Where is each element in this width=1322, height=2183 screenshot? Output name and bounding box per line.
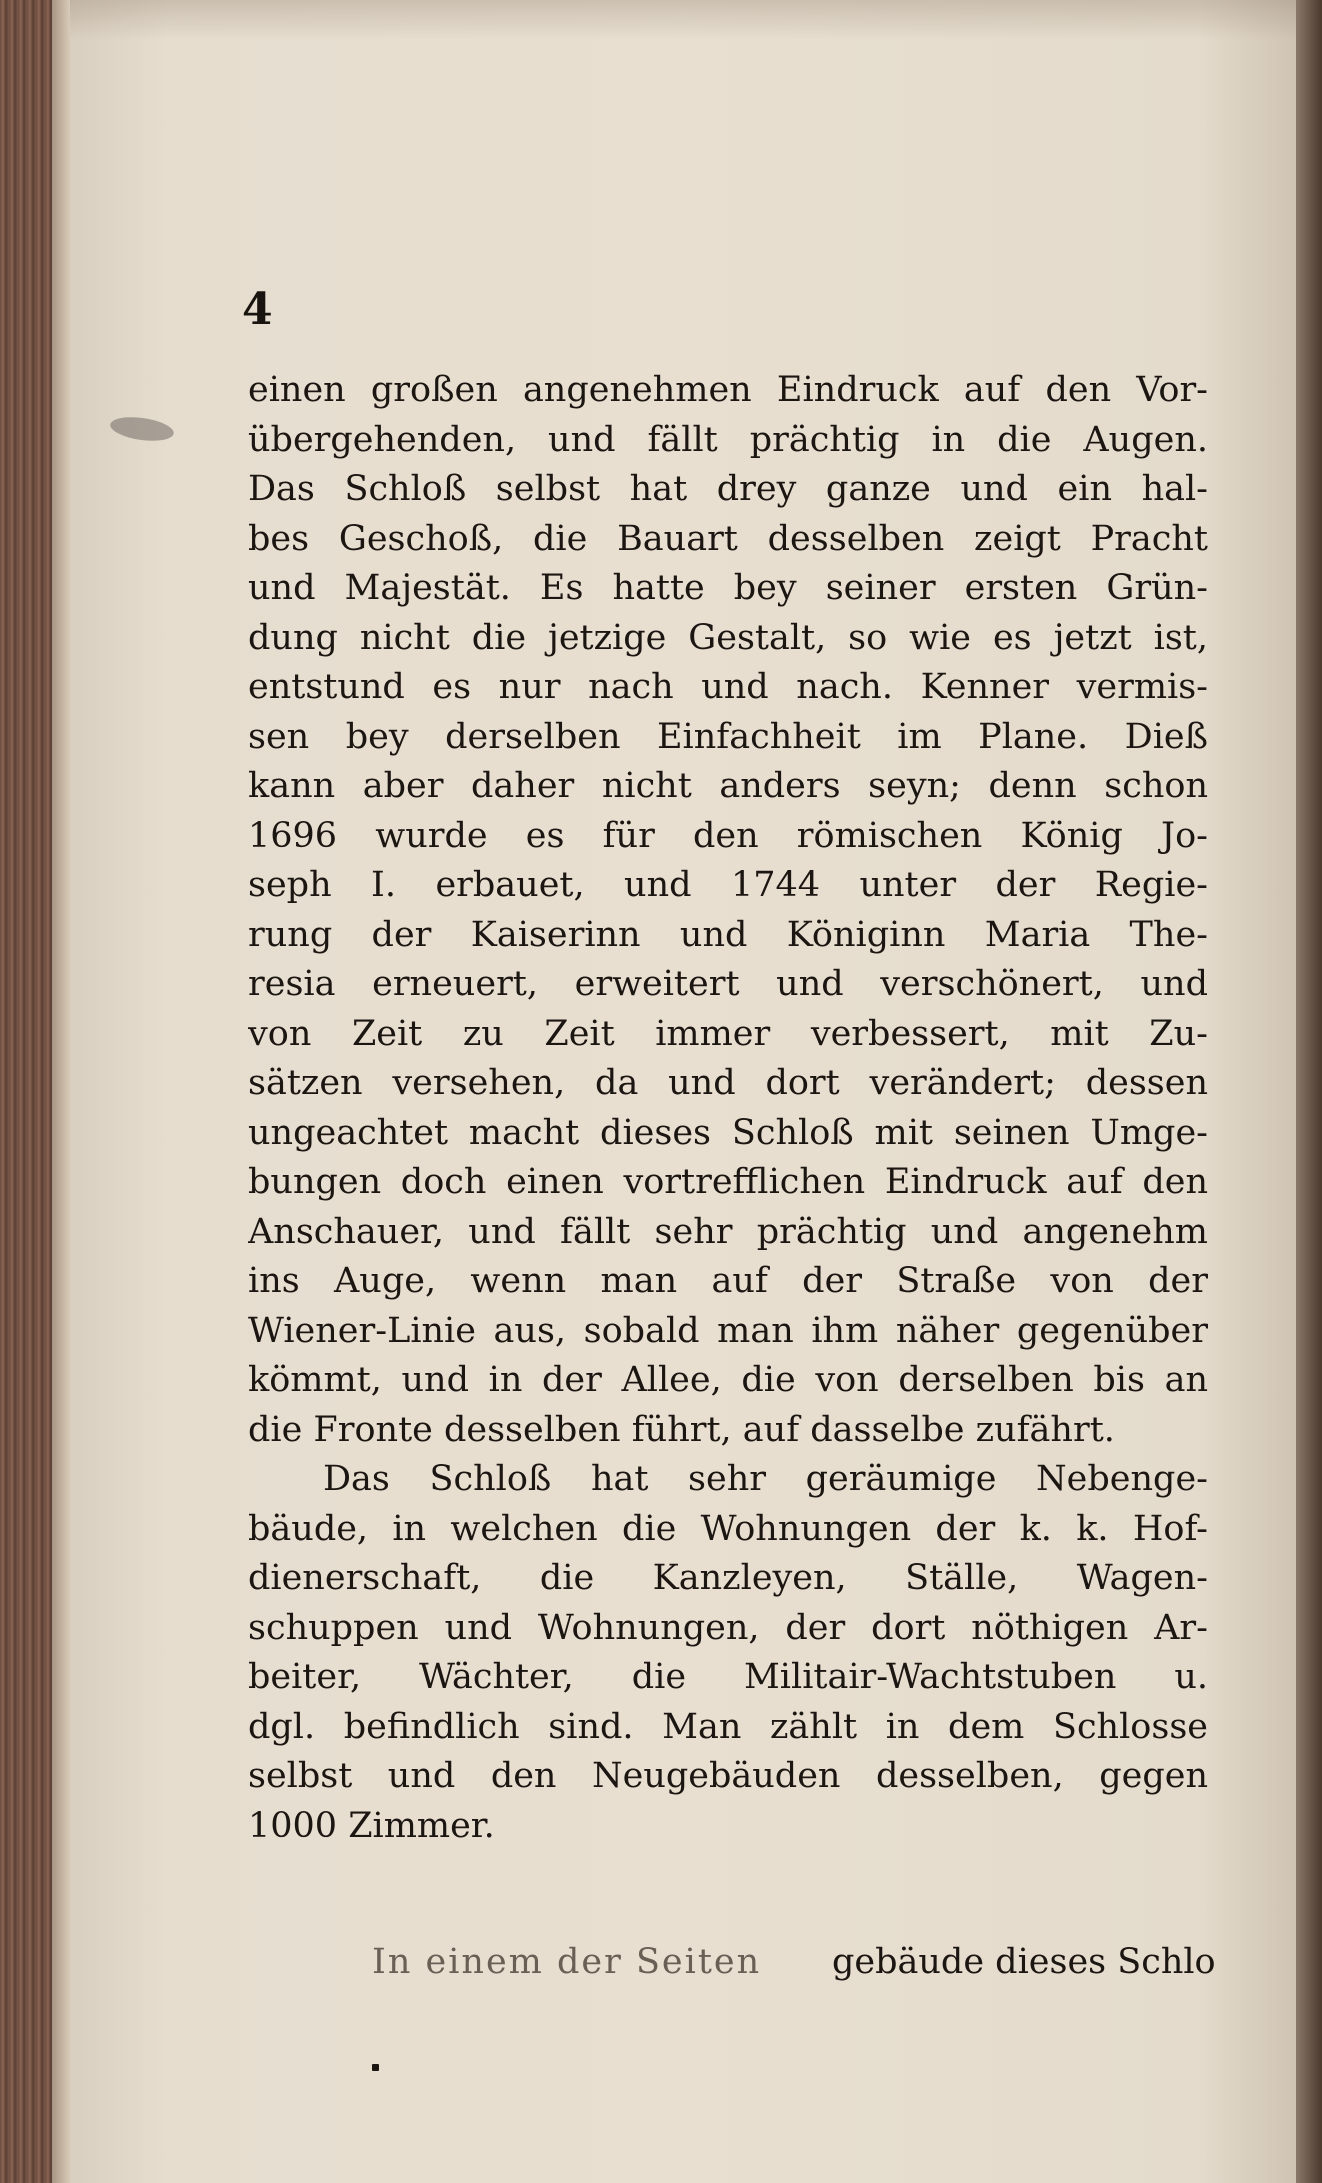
catchword-line: [372, 1937, 1216, 1987]
text-line: die Fronte desselben führt, auf dasselbe zufährt.: [248, 1409, 1115, 1450]
text-line: Anschauer, und fällt sehr prächtig und angenehm: [248, 1211, 1208, 1252]
text-line: dung nicht die jetzige Gestalt, so wie es jetzt ist,: [248, 617, 1208, 658]
text-line: Das Schloß selbst hat drey ganze und ein hal-: [248, 469, 1208, 509]
catchword: gebäude dieses Schlo: [832, 1942, 1216, 1982]
paragraph-start-line: Das Schloß hat sehr geräumige Nebenge-: [323, 1459, 1208, 1499]
text-line: schuppen und Wohnungen, der dort nöthigen Ar-: [248, 1607, 1208, 1648]
text-line: seph I. erbauet, und 1744 unter der Regie-: [248, 865, 1208, 905]
text-line: bes Geschoß, die Bauart desselben zeigt Pracht: [248, 518, 1208, 559]
text-line: 1696 wurde es für den römischen König Jo-: [248, 815, 1208, 856]
text-line: sen bey derselben Einfachheit im Plane. Dieß: [248, 716, 1208, 757]
text-line: entstund es nur nach und nach. Kenner vermis-: [248, 667, 1208, 707]
text-line: Wiener-Linie aus, sobald man ihm näher gegenüber: [248, 1310, 1208, 1351]
book-binding-edge: [1296, 0, 1322, 2183]
text-line: rung der Kaiserinn und Königinn Maria The-: [248, 914, 1208, 955]
faded-text: In einem der Seiten: [372, 1942, 762, 1982]
text-line: dienerschaft, die Kanzleyen, Ställe, Wagen-: [248, 1558, 1208, 1598]
page-number: 4: [242, 284, 273, 335]
text-line: sätzen versehen, da und dort verändert; dessen: [248, 1063, 1208, 1103]
book-page-edges: [0, 0, 70, 2183]
text-line: resia erneuert, erweitert und verschönert, und: [248, 964, 1208, 1004]
text-line: ins Auge, wenn man auf der Straße von der: [248, 1261, 1208, 1301]
text-line: ungeachtet macht dieses Schloß mit seinen Umge-: [248, 1112, 1208, 1153]
text-line: bäude, in welchen die Wohnungen der k. k. Hof-: [248, 1508, 1208, 1549]
text-line: beiter, Wächter, die Militair-Wachtstuben u.: [248, 1657, 1208, 1697]
signature-mark: [372, 2064, 379, 2071]
text-line: und Majestät. Es hatte bey seiner ersten Grün-: [248, 568, 1208, 608]
text-line: übergehenden, und fällt prächtig in die Augen.: [248, 419, 1208, 460]
text-line: 1000 Zimmer.: [248, 1805, 495, 1846]
text-line: von Zeit zu Zeit immer verbessert, mit Zu-: [248, 1013, 1208, 1054]
body-text: [248, 366, 1208, 1851]
text-line: selbst und den Neugebäuden desselben, gegen: [248, 1756, 1208, 1796]
text-line: einen großen angenehmen Eindruck auf den Vor-: [248, 370, 1208, 410]
ink-stain: [109, 414, 175, 445]
text-line: kömmt, und in der Allee, die von derselben bis an: [248, 1360, 1208, 1400]
text-line: kann aber daher nicht anders seyn; denn schon: [248, 766, 1208, 806]
text-line: dgl. befindlich sind. Man zählt in dem Schlosse: [248, 1706, 1208, 1747]
text-line: bungen doch einen vortrefflichen Eindruck auf den: [248, 1162, 1208, 1202]
